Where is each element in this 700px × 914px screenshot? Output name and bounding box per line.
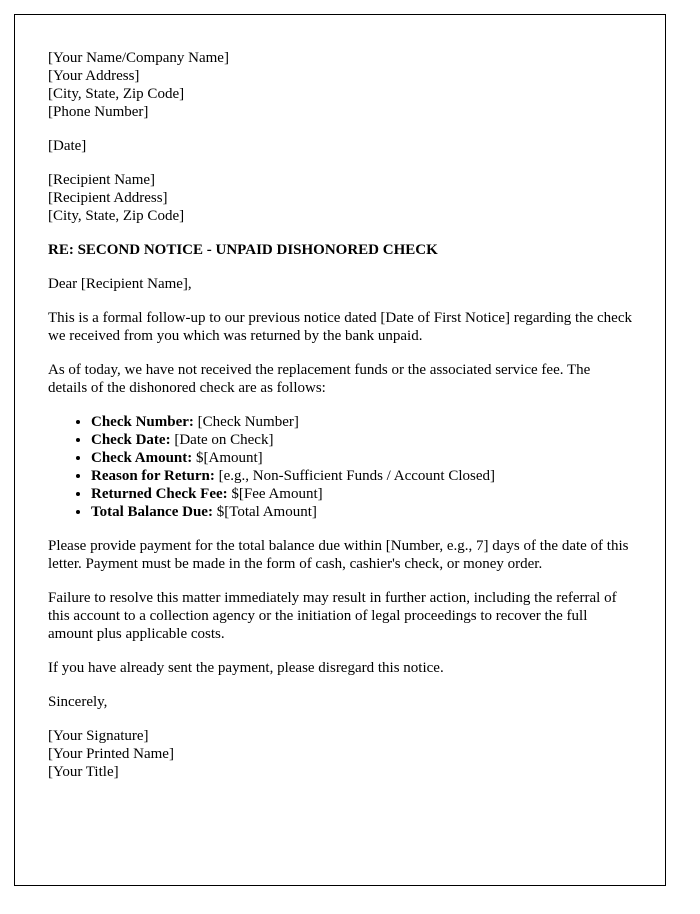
signature-line: [Your Signature] [48, 728, 149, 744]
paragraph-disregard-notice: If you have already sent the payment, please disregard this notice. [48, 660, 444, 676]
detail-check-number [91, 413, 632, 431]
salutation: Dear [Recipient Name], [48, 276, 192, 292]
paragraph-followup: This is a formal follow-up to our previous notice dated [Date of First Notice] regarding the check we received from you which was returned by the bank unpaid. [48, 310, 632, 344]
sender-address: [Your Address] [48, 68, 140, 84]
detail-returned-check-fee [91, 485, 632, 503]
detail-reason-for-return [91, 467, 632, 485]
paragraph-payment-terms: Please provide payment for the total balance due within [Number, e.g., 7] days of the date of this letter. Payment must be made in the form of cash, cashier's check, or money order. [48, 538, 629, 572]
detail-value: $[Fee Amount] [231, 486, 323, 502]
detail-value: [e.g., Non-Sufficient Funds / Account Closed] [218, 468, 495, 484]
recipient-address: [Recipient Address] [48, 190, 168, 206]
detail-value: $[Amount] [196, 450, 263, 466]
check-details-list [48, 413, 632, 521]
paragraph-details-intro: As of today, we have not received the replacement funds or the associated service fee. The details of the dishonored check are as follows: [48, 362, 591, 396]
detail-label: Check Date: [91, 432, 171, 448]
letter-page [14, 14, 666, 886]
date-line: [Date] [48, 138, 87, 154]
recipient-block [48, 171, 632, 225]
detail-label: Reason for Return: [91, 468, 215, 484]
sender-name: [Your Name/Company Name] [48, 50, 229, 66]
sender-block [48, 49, 632, 121]
closing: Sincerely, [48, 694, 108, 710]
sender-city-state-zip: [City, State, Zip Code] [48, 86, 185, 102]
detail-value: $[Total Amount] [216, 504, 317, 520]
detail-check-amount [91, 449, 632, 467]
signature-block [48, 727, 632, 781]
sender-phone: [Phone Number] [48, 104, 149, 120]
paragraph-failure-warning: Failure to resolve this matter immediately may result in further action, including the referral of this account to a collection agency or the initiation of legal proceedings to recover the full amount plus applicable costs. [48, 590, 617, 642]
detail-value: [Check Number] [197, 414, 299, 430]
printed-name-line: [Your Printed Name] [48, 746, 174, 762]
detail-value: [Date on Check] [174, 432, 274, 448]
detail-total-balance-due [91, 503, 632, 521]
detail-label: Check Number: [91, 414, 194, 430]
detail-label: Total Balance Due: [91, 504, 213, 520]
detail-label: Returned Check Fee: [91, 486, 228, 502]
detail-check-date [91, 431, 632, 449]
recipient-name: [Recipient Name] [48, 172, 156, 188]
detail-label: Check Amount: [91, 450, 193, 466]
title-line: [Your Title] [48, 764, 119, 780]
recipient-city-state-zip: [City, State, Zip Code] [48, 208, 185, 224]
subject-line: RE: SECOND NOTICE - UNPAID DISHONORED CHECK [48, 242, 438, 258]
